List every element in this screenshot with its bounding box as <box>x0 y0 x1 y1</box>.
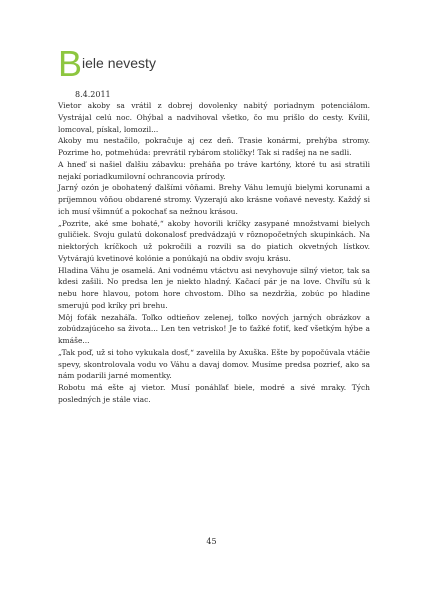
article-date: 8.4.2011 <box>75 90 111 99</box>
paragraph: „Pozrite, aké sme bohaté,“ akoby hovorili kríčky zasypané množstvami bielych guličiek. Svoju gulatú dokonalosť predvádzajú v rôznopočetných skupinkách. Na niektorých kríčkoch už pokročili a rozvili sa do piatich okvetných lístkov. Vytvárajú kvetinové kolónie a ponúkajú na obdiv svoju krásu. <box>58 218 370 263</box>
page-number: 45 <box>206 537 217 546</box>
article-body <box>58 100 370 406</box>
paragraph: Hladina Váhu je osamelá. Ani vodnému vtáctvu asi nevyhovuje silný vietor, tak sa kdesi zašili. No predsa len je niekto hladný. Kačací pár je na love. Chvíľu sú k nebu hore hlavou, potom hore chvostom. Dlho sa nezdržia, zobúc po hladine smerujú pod kríky pri brehu. <box>58 265 370 310</box>
title-text: iele nevesty <box>82 55 156 71</box>
paragraph: Vietor akoby sa vrátil z dobrej dovolenky nabitý poriadnym potenciálom. Vystrájal celú noc. Ohýbal a nadvihoval všetko, čo mu prišlo do cesty. Kvílil, lomcoval, pískal, lomozil... <box>58 101 370 134</box>
paragraph: „Tak poď, už si toho vykukala dosť,“ zavelila by Axuška. Ešte by popočúvala vtáčie spevy, skontrolovala vodu vo Váhu a davaj domov. Musíme predsa pozrieť, ako sa nám podarili jarné momentky. <box>58 347 370 381</box>
paragraph: Jarný ozón je obohatený ďalšími vôňami. Brehy Váhu lemujú bielymi korunami a príjemnou vôňou obdarené stromy. Vyzerajú ako krásne voňavé nevesty. Každý si ich musí všimnúť a pokochať sa nežnou krásou. <box>58 183 370 216</box>
paragraph: Akoby mu nestačilo, pokračuje aj cez deň. Trasie konármi, prehýba stromy. Pozrime ho, potmehúda: prevrátil rybárom stoličky! Tak si radšej na ne sadli. <box>58 136 370 157</box>
chapter-title <box>58 43 156 86</box>
paragraph: A hneď si našiel ďalšiu zábavku: preháňa po tráve kartóny, ktoré tu asi stratili nejakí poriadkumilovní ochrancovia prírody. <box>58 159 370 181</box>
paragraph: Robotu má ešte aj vietor. Musí ponáhľať biele, modré a sivé mraky. Tých posledných je stále viac. <box>58 383 370 404</box>
paragraph: Môj foťák nezaháľa. Toľko odtieňov zelenej, toľko nových jarných obrázkov a zobúdzajúceho sa života... Len ten vetrisko! Je to ťažké fotiť, keď všetkým hýbe a kmáše... <box>58 312 370 345</box>
title-drop-cap: B <box>58 43 83 84</box>
